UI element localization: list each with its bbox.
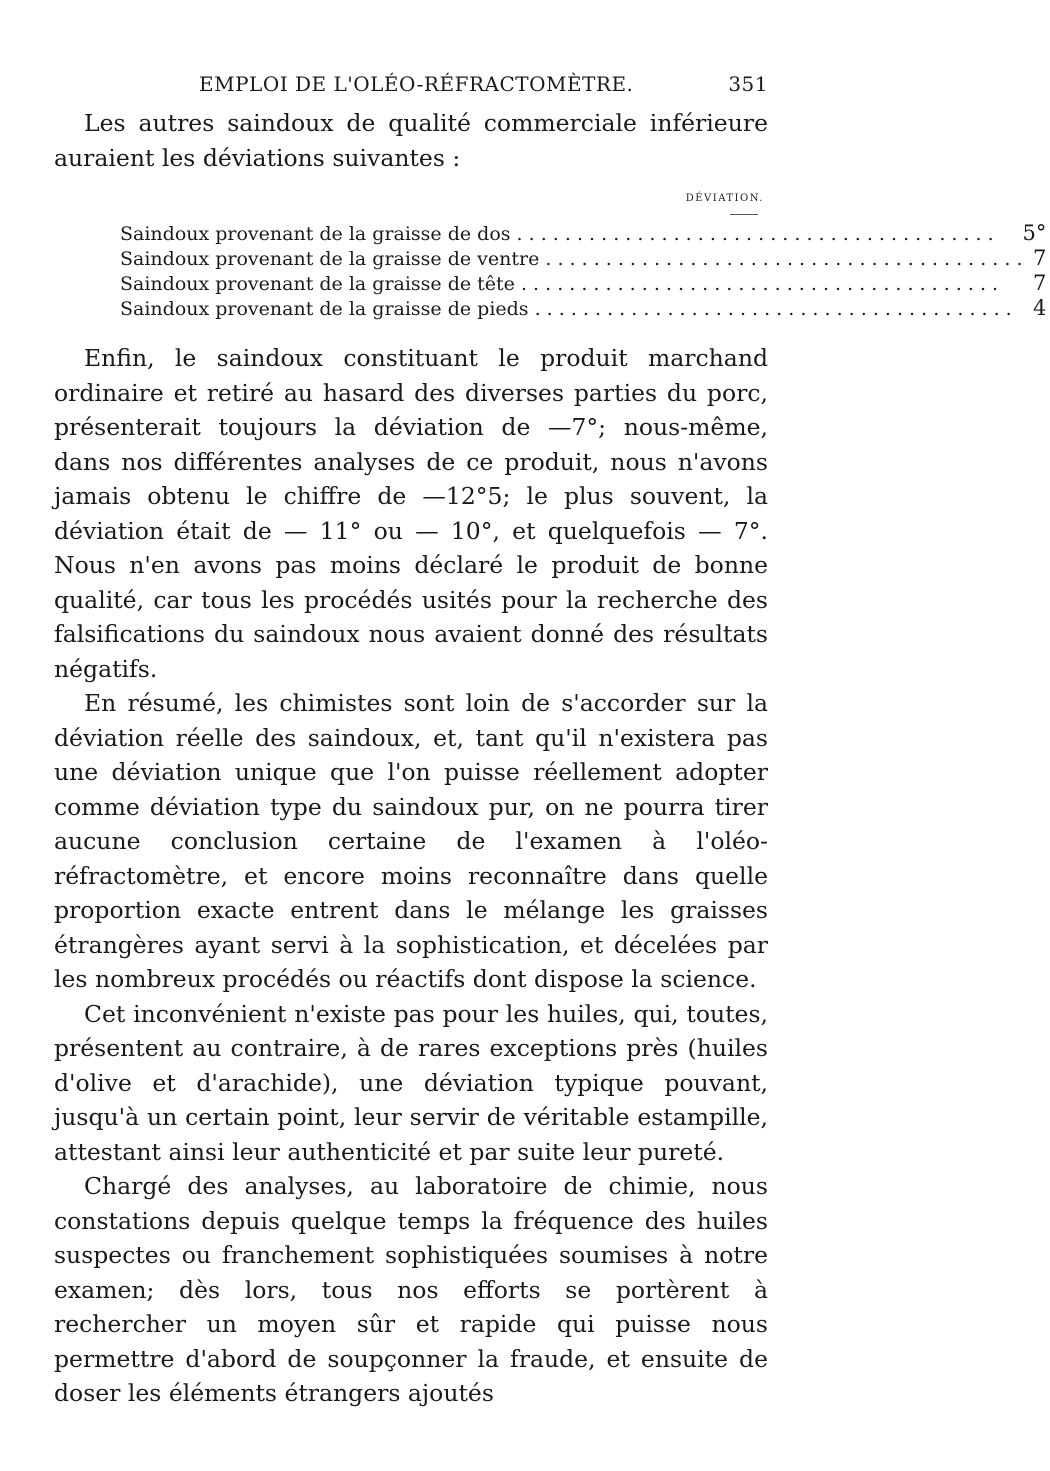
leader-dots xyxy=(511,223,994,245)
row-value: 4 xyxy=(1033,296,1047,320)
deviation-column-header: DÉVIATION. xyxy=(685,193,764,204)
leader-dots xyxy=(529,298,1012,320)
body-paragraph: En résumé, les chimistes sont loin de s'accorder sur la déviation réelle des saindoux, et, tant qu'il n'existera pas une déviation unique que l'on puisse réellement adopter comme déviation type du saindoux pur, on ne pourra tirer aucune conclusion certaine de l'examen à l'oléo-réfractomètre, et encore moins reconnaître dans quelle proportion exacte entrent dans le mélange les graisses étrangères ayant servi à la sophistication, et décelées par les nombreux procédés ou réactifs dont dispose la science. xyxy=(54,689,768,993)
leader-dots xyxy=(539,248,1022,270)
row-value: 7 xyxy=(1033,271,1047,295)
running-head-title: EMPLOI DE L'OLÉO-RÉFRACTOMÈTRE. xyxy=(199,72,634,96)
row-value: 7 xyxy=(1033,246,1047,270)
row-label: Saindoux provenant de la graisse de pieds xyxy=(120,298,529,320)
body-paragraph: Chargé des analyses, au laboratoire de chimie, nous constations depuis quelque temps la fréquence des huiles suspectes ou franchement sophistiquées soumises à notre examen; dès lors, tous nos efforts se portèrent à rechercher un moyen sûr et rapide qui puisse nous permettre d'abord de soupçonner la fraude, et ensuite de doser les éléments étrangers ajoutés xyxy=(54,1172,768,1407)
row-label: Saindoux provenant de la graisse de ventre xyxy=(120,248,540,270)
table-row xyxy=(54,296,1050,321)
row-label: Saindoux provenant de la graisse de dos xyxy=(120,223,511,245)
leader-dots xyxy=(515,273,998,295)
running-head xyxy=(54,72,768,100)
deviation-table xyxy=(54,221,1050,321)
row-label: Saindoux provenant de la graisse de tête xyxy=(120,273,515,295)
row-value: 5° xyxy=(1022,221,1047,245)
page-number: 351 xyxy=(728,72,768,96)
table-row xyxy=(54,271,1050,296)
body-paragraph: Cet inconvénient n'existe pas pour les huiles, qui, toutes, présentent au contraire, à de rares exceptions près (huiles d'olive et d'arachide), une déviation typique pouvant, jusqu'à un certain point, leur servir de véritable estampille, attestant ainsi leur authenticité et par suite leur pureté. xyxy=(54,999,768,1166)
table-row xyxy=(54,221,1050,246)
intro-paragraph: Les autres saindoux de qualité commerciale inférieure auraient les déviations suivantes : xyxy=(54,109,768,172)
table-row xyxy=(54,246,1050,271)
body-paragraph: Enfin, le saindoux constituant le produit marchand ordinaire et retiré au hasard des diverses parties du porc, présenterait toujours la déviation de —7°; nous-même, dans nos différentes analyses de ce produit, nous n'avons jamais obtenu le chiffre de —12°5; le plus souvent, la déviation était de — 11° ou — 10°, et quelquefois — 7°. Nous n'en avons pas moins déclaré le produit de bonne qualité, car tous les procédés usités pour la recherche des falsifications du saindoux nous avaient donné des résultats négatifs. xyxy=(54,344,768,683)
column-header-rule xyxy=(730,214,758,215)
